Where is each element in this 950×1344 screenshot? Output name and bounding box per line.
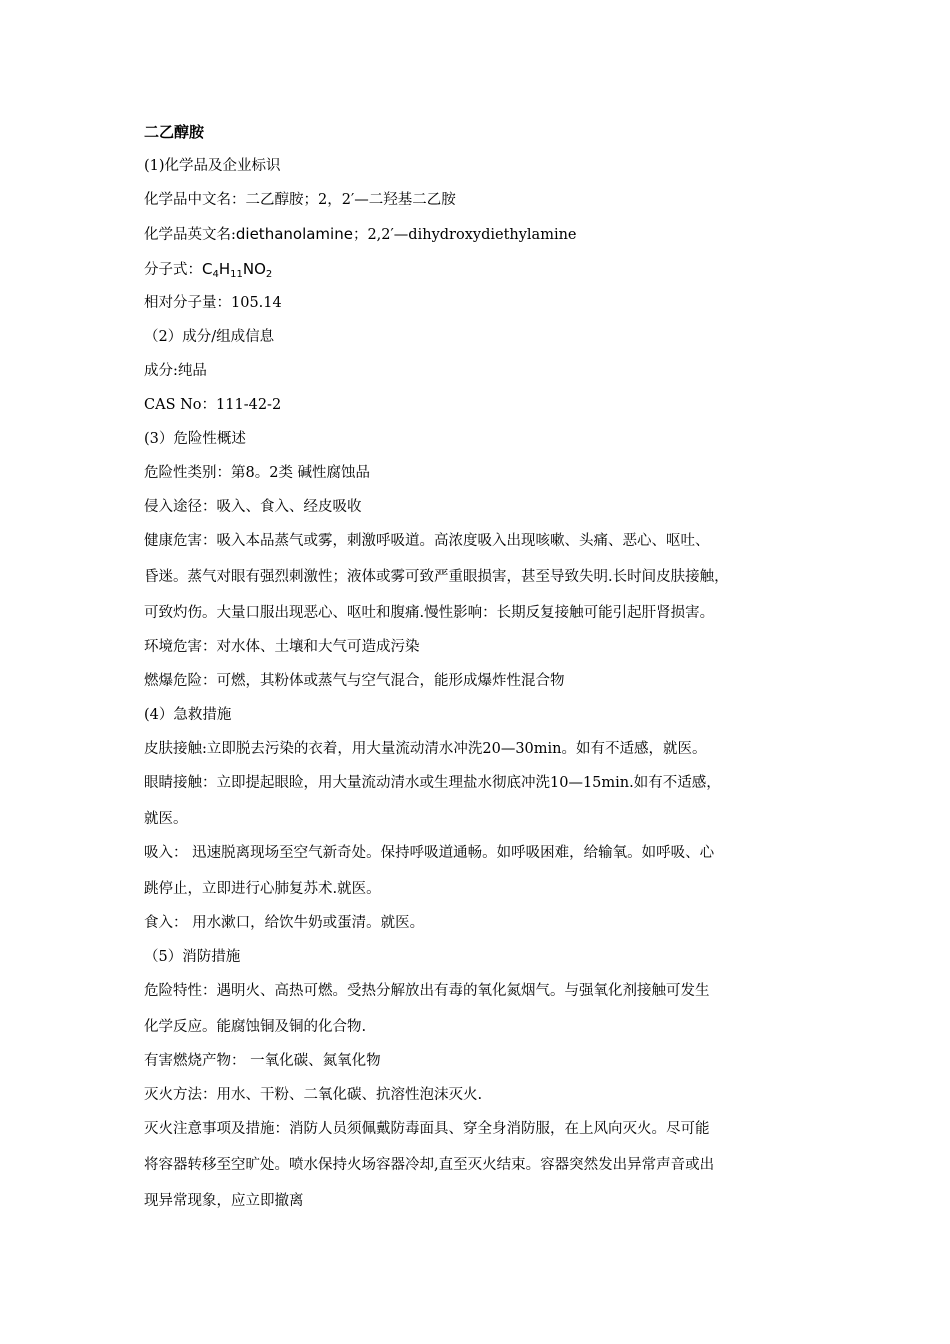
entry-route-line: 侵入途径：吸入、食入、经皮吸收 — [144, 499, 362, 515]
firefighting-notes-line-2: 将容器转移至空旷处。喷水保持火场容器冷却,直至灭火结束。容器突然发出异常声音或出 — [144, 1157, 715, 1173]
firefighting-notes-line-3: 现异常现象，应立即撤离 — [144, 1193, 304, 1209]
extinguishing-method-line: 灭火方法：用水、干粉、二氧化碳、抗溶性泡沫灭火. — [144, 1087, 483, 1103]
formula-subscript: 4 — [212, 269, 219, 280]
eye-contact-line-2: 就医。 — [144, 811, 188, 827]
document-page — [144, 123, 824, 1210]
fire-hazard-line-1: 危险特性：遇明火、高热可燃。受热分解放出有毒的氧化氮烟气。与强氧化剂接触可发生 — [144, 983, 710, 999]
cas-number-line: CAS No：111-42-2 — [144, 397, 282, 413]
inhalation-line-1: 吸入： 迅速脱离现场至空气新奇处。保持呼吸道通畅。如呼吸困难，给输氧。如呼吸、心 — [144, 845, 715, 861]
english-name-line — [144, 225, 824, 243]
eye-contact-line-1: 眼睛接触：立即提起眼睑，用大量流动清水或生理盐水彻底冲洗10—15min.如有不适感， — [144, 775, 721, 791]
inhalation-line-2: 跳停止，立即进行心肺复苏术.就医。 — [144, 881, 381, 897]
health-hazard-line-1: 健康危害：吸入本品蒸气或雾，刺激呼吸道。高浓度吸入出现咳嗽、头痛、恶心、呕吐、 — [144, 533, 710, 549]
fire-hazard-line-2: 化学反应。能腐蚀铜及铜的化合物. — [144, 1019, 367, 1035]
formula-element: C — [202, 260, 213, 278]
formula-subscript: 11 — [230, 269, 243, 280]
ingestion-line: 食入： 用水漱口，给饮牛奶或蛋清。就医。 — [144, 915, 425, 931]
health-hazard-line-3: 可致灼伤。大量口服出现恶心、呕吐和腹痛.慢性影响：长期反复接触可能引起肝肾损害。 — [144, 605, 715, 621]
molecular-weight-line: 相对分子量：105.14 — [144, 295, 282, 311]
firefighting-notes-line-1: 灭火注意事项及措施：消防人员须佩戴防毒面具、穿全身消防服，在上风向灭火。尽可能 — [144, 1121, 710, 1137]
skin-contact-line: 皮肤接触:立即脱去污染的衣着，用大量流动清水冲洗20—30min。如有不适感，就医。 — [144, 741, 707, 757]
section-3-heading: (3）危险性概述 — [144, 431, 246, 447]
section-5-heading: （5）消防措施 — [144, 949, 241, 965]
health-hazard-line-2: 昏迷。蒸气对眼有强烈刺激性；液体或雾可致严重眼损害，甚至导致失明.长时间皮肤接触， — [144, 569, 729, 585]
explosion-hazard-line: 燃爆危险：可燃，其粉体或蒸气与空气混合，能形成爆炸性混合物 — [144, 673, 565, 689]
formula-element: H — [218, 260, 231, 278]
formula-element: NO — [242, 260, 266, 278]
molecular-formula — [202, 260, 272, 278]
composition-line: 成分:纯品 — [144, 363, 207, 379]
environmental-hazard-line: 环境危害：对水体、土壤和大气可造成污染 — [144, 639, 420, 655]
hazard-category-line: 危险性类别：第8。2类 碱性腐蚀品 — [144, 465, 371, 481]
combustion-products-line: 有害燃烧产物： 一氧化碳、氮氧化物 — [144, 1053, 381, 1069]
formula-line — [144, 260, 824, 278]
english-name-primary: diethanolamine — [235, 225, 353, 243]
section-4-heading: (4）急救措施 — [144, 707, 232, 723]
document-title: 二乙醇胺 — [144, 123, 205, 141]
formula-label: 分子式： — [144, 262, 202, 278]
english-name-label: 化学品英文名: — [144, 227, 236, 243]
english-name-rest: ；2,2′—dihydroxydiethylamine — [352, 227, 577, 243]
formula-subscript: 2 — [265, 269, 273, 280]
chinese-name-line: 化学品中文名：二乙醇胺；2，2′—二羟基二乙胺 — [144, 192, 456, 208]
section-1-heading: (1)化学品及企业标识 — [144, 158, 281, 174]
section-2-heading: （2）成分/组成信息 — [144, 329, 275, 345]
